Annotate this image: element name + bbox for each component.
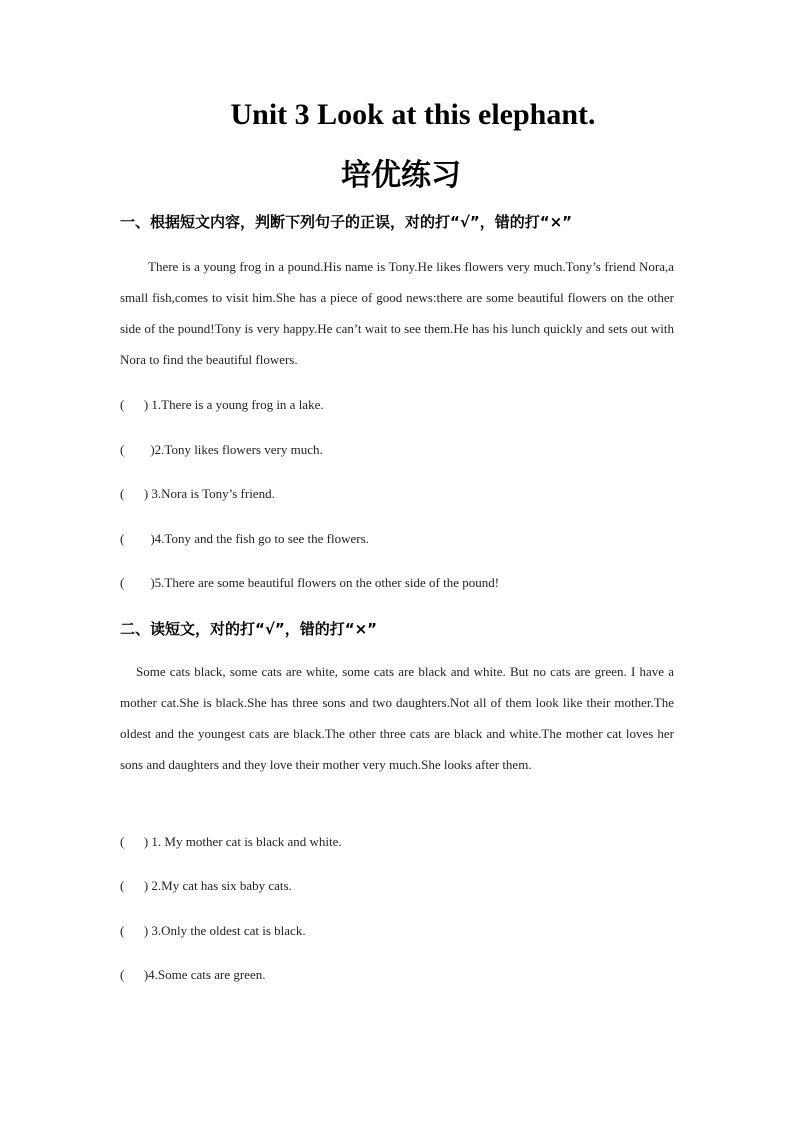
section-1-question-2: ( )2.Tony likes flowers very much.	[120, 442, 323, 457]
section-2-question-2: ( ) 2.My cat has six baby cats.	[120, 878, 292, 893]
section-2-question-1: ( ) 1. My mother cat is black and white.	[120, 834, 342, 849]
section-2-question-3: ( ) 3.Only the oldest cat is black.	[120, 923, 306, 938]
section-1-heading: 一、根据短文内容，判断下列句子的正误，对的打“√”，错的打“×”	[120, 213, 573, 231]
section-2-heading: 二、读短文，对的打“√”，错的打“×”	[120, 620, 378, 638]
section-1-passage: There is a young frog in a pound.His name is Tony.He likes flowers very much.Tony’s friend Nora,a small fish,comes to visit him.She has a piece of good news:there are some beautiful flowers on the other side of the pound!Tony is very happy.He can’t wait to see them.He has his lunch quickly and sets out with Nora to find the beautiful flowers.	[120, 259, 674, 367]
section-2-question-4: ( )4.Some cats are green.	[120, 967, 266, 982]
section-1-question-3: ( ) 3.Nora is Tony’s friend.	[120, 486, 275, 501]
section-1-question-4: ( )4.Tony and the fish go to see the flowers.	[120, 531, 369, 546]
page-subtitle: 培优练习	[341, 158, 461, 193]
page-title: Unit 3 Look at this elephant.	[230, 98, 596, 131]
section-1-question-1: ( ) 1.There is a young frog in a lake.	[120, 397, 324, 412]
section-1-question-5: ( )5.There are some beautiful flowers on the other side of the pound!	[120, 575, 500, 590]
section-2-passage: Some cats black, some cats are white, some cats are black and white. But no cats are green. I have a mother cat.She is black.She has three sons and two daughters.Not all of them look like their mother.The oldest and the youngest cats are black.The other three cats are black and white.The mother cat loves her sons and daughters and they love their mother very much.She looks after them.	[120, 664, 674, 772]
